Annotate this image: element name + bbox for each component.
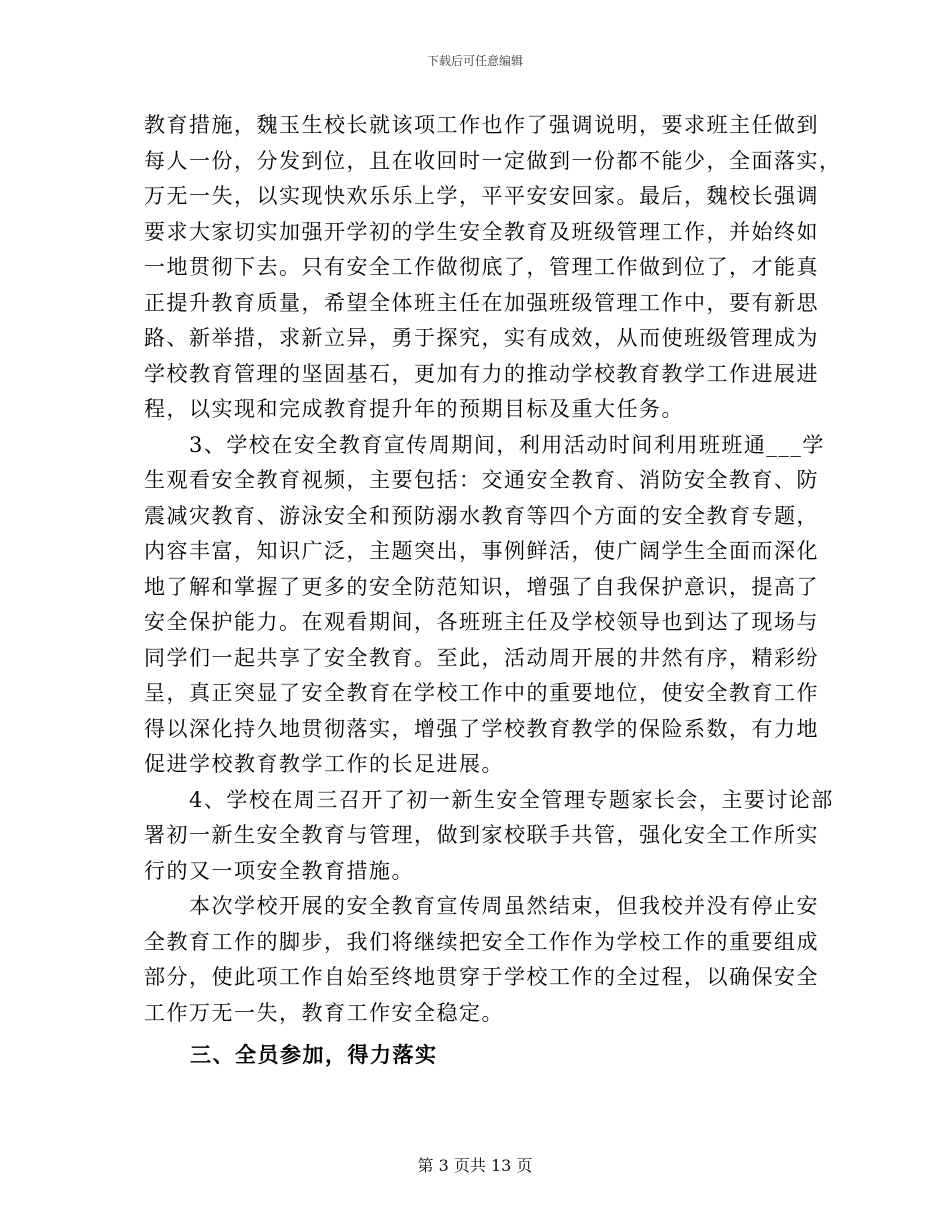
text-line: 万无一失，以实现快欢乐乐上学，平平安安回家。最后，魏校长强调	[144, 184, 819, 208]
page-header: 下载后可任意编辑	[426, 54, 523, 68]
page-footer: 第 3 页共 13 页	[417, 1156, 533, 1175]
text-line: 程，以实现和完成教育提升年的预期目标及重大任务。	[144, 397, 684, 421]
text-line: 本次学校开展的安全教育宣传周虽然结束，但我校并没有停止安	[189, 894, 819, 918]
paragraph-summary	[144, 889, 819, 1031]
text-line: 路、新举措，求新立异，勇于探究，实有成效，从而使班级管理成为	[144, 326, 819, 350]
text-line: 促进学校教育教学工作的长足进展。	[144, 752, 504, 776]
text-line: 每人一份，分发到位，且在收回时一定做到一份都不能少，全面落实，	[144, 148, 842, 173]
text-line: 一地贯彻下去。只有安全工作做彻底了，管理工作做到位了，才能真	[144, 255, 819, 279]
text-line: 地了解和掌握了更多的安全防范知识，增强了自我保护意识，提高了	[144, 574, 819, 599]
text-line: 工作万无一失，教育工作安全稳定。	[144, 1000, 504, 1025]
document-body	[144, 108, 842, 1075]
text-line: 行的又一项安全教育措施。	[144, 858, 414, 883]
paragraph-continuation	[144, 108, 842, 428]
text-line: 生观看安全教育视频，主要包括：交通安全教育、消防安全教育、防	[144, 468, 819, 492]
text-line: 得以深化持久地贯彻落实，增强了学校教育教学的保险系数，有力地	[144, 716, 819, 741]
text-line: 要求大家切实加强开学初的学生安全教育及班级管理工作，并始终如	[144, 219, 819, 244]
section-heading: 三、全员参加，得力落实	[190, 1043, 438, 1067]
text-line: 内容丰富，知识广泛，主题突出，事例鲜活，使广阔学生全面而深化	[144, 539, 819, 563]
text-line: 4、学校在周三召开了初一新生安全管理专题家长会，主要讨论部	[189, 787, 834, 812]
text-line: 部分，使此项工作自始至终地贯穿于学校工作的全过程，以确保安全	[144, 965, 819, 989]
paragraph-item-4	[144, 783, 834, 890]
text-line: 同学们一起共享了安全教育。至此，活动周开展的井然有序，精彩纷	[144, 645, 819, 670]
text-line: 教育措施，魏玉生校长就该项工作也作了强调说明，要求班主任做到	[144, 113, 819, 137]
text-line: 震减灾教育、游泳安全和预防溺水教育等四个方面的安全教育专题，	[144, 503, 819, 528]
text-line: 安全保护能力。在观看期间，各班班主任及学校领导也到达了现场与	[144, 610, 819, 634]
text-line: 全教育工作的脚步，我们将继续把安全工作作为学校工作的重要组成	[144, 929, 819, 954]
text-line: 署初一新生安全教育与管理，做到家校联手共管，强化安全工作所实	[144, 823, 819, 847]
text-line: 3、学校在安全教育宣传周期间，利用活动时间利用班班通___学	[189, 432, 825, 457]
text-line: 正提升教育质量，希望全体班主任在加强班级管理工作中，要有新思	[144, 290, 819, 315]
paragraph-item-3	[144, 428, 825, 783]
text-line: 学校教育管理的坚固基石，更加有力的推动学校教育教学工作进展进	[144, 361, 819, 386]
text-line: 呈，真正突显了安全教育在学校工作中的重要地位，使安全教育工作	[144, 681, 819, 705]
